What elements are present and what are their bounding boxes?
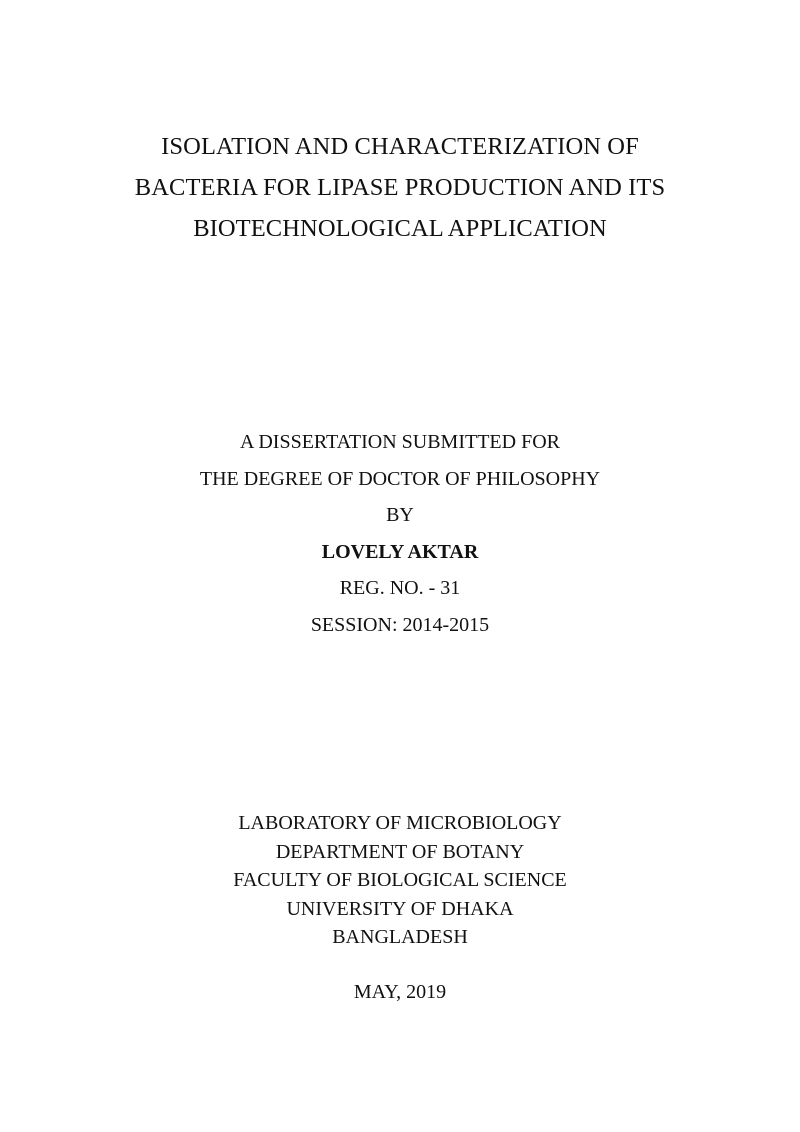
title-line-1: ISOLATION AND CHARACTERIZATION OF [161, 133, 639, 160]
submission-date: MAY, 2019 [353, 981, 447, 1003]
faculty-name: FACULTY OF BIOLOGICAL SCIENCE [233, 869, 567, 891]
submission-line-2: THE DEGREE OF DOCTOR OF PHILOSOPHY [199, 467, 601, 490]
laboratory-name: LABORATORY OF MICROBIOLOGY [238, 812, 562, 834]
institution-info [0, 809, 800, 952]
university-name: UNIVERSITY OF DHAKA [286, 897, 514, 920]
author-name: LOVELY AKTAR [321, 540, 479, 563]
dissertation-title [0, 126, 800, 249]
title-line-2: BACTERIA FOR LIPASE PRODUCTION AND ITS [134, 174, 666, 201]
by-label: BY [386, 504, 414, 526]
submission-date-block [0, 977, 800, 1007]
registration-number: REG. NO. - 31 [339, 577, 461, 599]
session: SESSION: 2014-2015 [310, 613, 490, 636]
title-line-3: BIOTECHNOLOGICAL APPLICATION [193, 215, 607, 242]
country-name: BANGLADESH [332, 926, 468, 948]
submission-statement [0, 424, 800, 643]
department-name: DEPARTMENT OF BOTANY [275, 840, 525, 863]
submission-line-1: A DISSERTATION SUBMITTED FOR [240, 431, 560, 453]
